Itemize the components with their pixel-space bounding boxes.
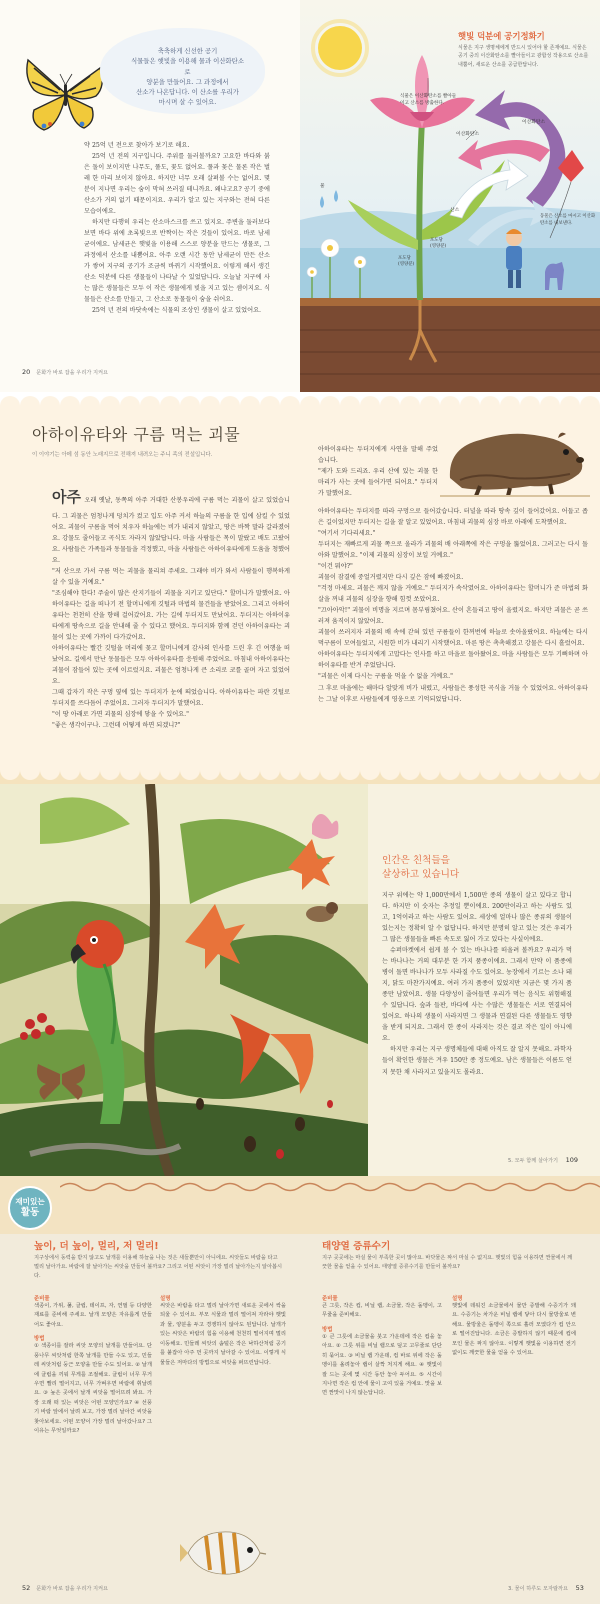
paragraph: "괴물은 이제 다시는 구름을 먹을 수 없을 거예요." xyxy=(318,673,453,681)
activity-right-col2 xyxy=(452,1294,576,1359)
speech-bubble-text: 축축하게 신선한 공기 식물들은 햇빛을 이용해 물과 이산화탄소로 양분을 만들어요. 그 과정에서 산소가 나온답니다. 이 산소를 우리가 마시며 살 수 있어요. xyxy=(130,47,245,107)
paragraph: "이건 뭐야?" xyxy=(318,563,353,571)
label-water: 물 xyxy=(320,184,325,189)
paragraph: 지구 위에는 약 1,000만에서 1,500만 종의 생물이 살고 있다고 합니다. 하지만 이 숫자는 추정일 뿐이에요. 200만이라고 하는 사람도 있고, 1억이라고 하는 사람도 있어요. 세상에 얼마나 많은 종류의 생물이 있는지는 정확히 알 수 없답니다. 하지만 분명히 알고 있는 것은 우리가 그 많은 생물들을 빠른 속도로 잃어 가고 있다는 사실이에요. xyxy=(382,892,572,944)
page-number: 109 xyxy=(565,1156,579,1164)
heading-line: 살상하고 있습니다 xyxy=(382,868,460,880)
paragraph: 아하이유타는 두더지에게 고맙다는 인사를 하고 마을로 돌아왔어요. 마을 사람들은 모두 기뻐하며 아하이유타를 반겨 주었답니다. xyxy=(318,651,588,670)
materials-text: 색종이, 가위, 풀, 클립, 테이프, 자, 연필 등 다양한 재료를 준비해 주세요. 날개 모양은 자유롭게 만들어도 좋아요. xyxy=(34,1303,152,1328)
explanation-text: 씨앗은 바람을 타고 멀리 날아가면 새로운 곳에서 싹을 틔울 수 있어요. 부모 식물과 멀리 떨어져 자라야 햇빛과 물, 양분을 두고 경쟁하지 않아도 된답니다. 날개가 있는 씨앗은 바람의 힘을 이용해 천천히 떨어지며 멀리 이동해요. 민들레 씨앗의 솜털은 작은 낙하산처럼 공기를 붙잡아 아주 먼 곳까지 날아갈 수 있어요. 이렇게 식물들은 저마다의 방법으로 씨앗을 퍼뜨린답니다. xyxy=(160,1303,286,1366)
paragraph: 오래 옛날, 동쪽의 아주 거대한 산봉우리에 구름 먹는 괴물이 살고 있었습니다. 그 괴물은 엄청나게 덩치가 컸고 입도 아주 커서 하늘의 구름을 한 입에 삼킬 수 있었어요. 괴물이 구름을 먹어 치우자 하늘에는 비가 내리지 않았고, 땅은 바짝 말라 갈라졌어요. 강물도 줄어들고 곡식도 자라지 않았답니다. 마을 사람들은 목이 말랐고 배도 고팠어요. 사람들은 가족들과 동물들을 걱정했고, 마을 사람들은 아하이유타에게 도움을 청했어요. xyxy=(52,497,290,564)
drop-cap: 아주 xyxy=(52,488,81,506)
label-co2-upper: 이산화탄소 xyxy=(522,120,546,125)
running-footer: 3. 물이 하루도 모자랄까요 xyxy=(508,1586,569,1592)
paragraph: 하지만 우리는 지구 생명체들에 대해 아직도 잘 알지 못해요. 과학자들이 확인한 생물은 겨우 150만 종 정도예요. 남은 생물들은 이름도 얻지 못한 채 사라지고 있을지도 몰라요. xyxy=(382,1046,572,1076)
label-animals: 동물은 산소를 마시고 이산화탄소를 내보낸다. xyxy=(540,214,596,226)
page-left-20 xyxy=(0,0,300,392)
running-footer: 5. 모두 함께 살아가기 xyxy=(508,1158,558,1164)
method-text: ① 큰 그릇에 소금물을 붓고 가운데에 작은 컵을 놓아요. ② 그릇 위를 비닐 랩으로 덮고 고무줄로 단단히 묶어요. ③ 비닐 랩 가운데, 컵 바로 위에 작은 돌멩이를 올려놓아 랩이 살짝 처지게 해요. ④ 햇빛이 잘 드는 곳에 몇 시간 동안 놓아 두어요. ⑤ 시간이 지나면 작은 컵 안에 물이 고여 있을 거예요. 맛을 보면 짠맛이 나지 않는답니다. xyxy=(322,1333,442,1397)
activity-title-left: 높이, 더 높이, 멀리, 저 멀리! xyxy=(34,1241,159,1252)
story-subtitle: 이 이야기는 아메 섬 동안 노래지므로 전해져 내려오는 주니 족의 전설입니다. xyxy=(32,452,213,458)
activity-intro-right: 지구 곳곳에는 마실 물이 부족한 곳이 많아요. 바닷물은 짜서 마실 수 없지요. 햇빛의 힘을 이용하면 짠물에서 깨끗한 물을 얻을 수 있어요. 태양열 증류수기를 만들어 볼까요? xyxy=(322,1255,573,1270)
paragraph: 아하이유타는 두더지를 따라 구멍으로 들어갔습니다. 터널을 따라 땅속 깊이 들어갔어요. 어둡고 좁은 길이었지만 두더지는 길을 잘 알고 있었어요. 마침내 괴물의 심장 바로 아래에 도착했어요. xyxy=(318,508,588,527)
paragraph: 25억 년 전의 바닷속에는 식물의 조상인 생물이 살고 있었어요. xyxy=(92,307,262,315)
page-folio xyxy=(22,368,108,376)
swallowtail-butterfly-illustration xyxy=(20,48,110,138)
label-glucose: 포도당 (영양분) xyxy=(430,238,447,250)
biodiversity-body xyxy=(382,890,572,1078)
paragraph: "여기서 기다리세요." xyxy=(318,530,376,538)
running-footer: 문화가 바로 잡을 우리가 지켜요 xyxy=(36,1586,109,1592)
activity-left-col1 xyxy=(34,1294,152,1436)
label-oxygen: 산소 xyxy=(450,208,460,213)
paragraph: 하지만 다행히 우리는 산소마스크를 쓰고 있지요. 주변을 둘러보다 보면 바다 위에 초록빛으로 반짝이는 작은 것들이 있어요. 바로 남세균이에요. 남세균은 햇빛을 이용해 스스로 양분을 만드는 생물로, 그 과정에서 산소를 내뿜어요. 아주 오랜 시간 동안 남세균이 만든 산소가 쌓여 지구의 공기가 조금씩 바뀌기 시작했어요. 이렇게 해서 생긴 산소 덕분에 다른 생물들이 나타날 수 있었답니다. 오늘날 지구에 사는 많은 생물들은 모두 이 작은 생물에게 빚을 지고 있는 셈이지요. 식물들은 산소를 만들고, 그 산소로 동물들이 숨을 쉬어요. xyxy=(84,219,270,304)
paragraph: "걱정 마세요. 괴물은 깨지 않을 거예요." 두더지가 속삭였어요. 아하이유타는 할머니가 준 마법의 화살을 꺼내 괴물의 심장을 향해 힘껏 쏘았어요. xyxy=(318,585,588,604)
label-materials: 준비물 xyxy=(34,1296,50,1302)
jungle-illustration xyxy=(0,784,368,1176)
paragraph: "좋은 생각이구나. 그런데 어떻게 하면 되겠니?" xyxy=(52,722,181,730)
paragraph: 그 후로 마을에는 해마다 알맞게 비가 내렸고, 사람들은 풍성한 곡식을 거둘 수 있었어요. 아하이유타는 그날 이후로 사람들에게 영웅으로 기억되었답니다. xyxy=(318,684,588,703)
activity-intro-left: 지구상에서 동력을 받지 않고도 날개를 이용해 하늘을 나는 것은 새들뿐만이 아니에요. 씨앗들도 바람을 타고 멀리 날아가요. 바람에 잘 날아가는 씨앗을 만들어 볼까요? 그리고 어떤 씨앗이 가장 멀리 날아가는지 알아봅시다. xyxy=(34,1255,282,1279)
page-number: 52 xyxy=(22,1584,31,1592)
running-footer: 문화가 바로 잡을 우리가 지켜요 xyxy=(36,370,109,376)
label-explanation: 설명 xyxy=(160,1296,171,1302)
page-folio-right xyxy=(508,1584,584,1592)
scallop-border-bottom xyxy=(0,770,600,784)
heading-line: 인간은 친척들을 xyxy=(382,855,450,866)
materials-text: 큰 그릇, 작은 컵, 비닐 랩, 소금물, 작은 돌멩이, 고무줄을 준비해요. xyxy=(322,1303,442,1319)
page-folio xyxy=(508,1156,578,1164)
spread-folktale xyxy=(0,392,600,784)
paragraph: "제가 도와 드리죠. 우리 산에 있는 괴물 한 마리가 사는 곳에 들어가면 되어요." 두더지가 말했어요. xyxy=(318,468,438,498)
activity-title-right: 태양열 증류수기 xyxy=(322,1241,391,1252)
paragraph: "끄아아악!" 괴물이 비명을 지르며 몸부림쳤어요. 산이 흔들리고 땅이 울렸지요. 하지만 괴물은 곧 쓰러져 움직이지 않았어요. xyxy=(318,607,588,626)
paragraph: "이 땅 아래로 가면 괴물의 심장에 닿을 수 있어요." xyxy=(52,711,189,719)
butterflyfish-illustration xyxy=(180,1524,268,1582)
label-materials: 준비물 xyxy=(322,1296,338,1302)
paragraph: 두더지는 재빠르게 괴물 쪽으로 올라가 괴물의 배 아래쪽에 작은 구멍을 뚫었어요. 그러고는 다시 돌아와 말했어요. "이제 괴물의 심장이 보일 거예요." xyxy=(318,541,588,560)
paragraph: 슈퍼마켓에서 쉽게 볼 수 있는 바나나를 떠올려 볼까요? 우리가 먹는 바나나는 거의 대부분 한 가지 품종이에요. 그래서 만약 이 품종에 병이 돌면 바나나가 모두 사라질 수도 있어요. 농장에서 기르는 소나 돼지, 닭도 마찬가지예요. 여러 가지 품종이 있었지만 지금은 몇 가지 품종만 남았어요. 생물 다양성이 줄어들면 우리가 먹는 음식도 위험해질 수 있답니다. 숲과 들판, 바다에 사는 수많은 생물들은 서로 연결되어 있어요. 하나의 생물이 사라지면 그 생물과 연결된 다른 생물들도 영향을 받게 되지요. 그래서 한 종이 사라지는 것은 결코 작은 일이 아니에요. xyxy=(382,947,572,1043)
method-text: ① 색종이를 잘라 씨앗 모양의 날개를 만들어요. 단풍나무 씨앗처럼 한쪽 날개를 만들 수도 있고, 민들레 씨앗처럼 둥근 모양을 만들 수도 있어요. ② 날개에 클립을 끼워 무게를 조절해요. 클립이 너무 무거우면 빨리 떨어지고, 너무 가벼우면 바람에 휘날려요. ③ 높은 곳에서 날개 씨앗을 떨어뜨려 봐요. 가장 오래 떠 있는 씨앗은 어떤 모양인가요? ④ 선풍기 바람 앞에서 날려 보고, 가장 멀리 날아간 씨앗을 찾아보세요. 어떤 모양이 가장 멀리 날아갔나요? 그 이유는 무엇일까요? xyxy=(34,1343,152,1435)
story-left-column xyxy=(52,484,290,731)
label-plant: 식물은 이산화탄소를 빨아들이고 산소를 방출한다. xyxy=(400,94,457,106)
photosynthesis-diagram xyxy=(300,0,600,392)
paragraph: 괴물이 쓰러지자 괴물의 배 속에 갇혀 있던 구름들이 한꺼번에 하늘로 솟아올랐어요. 하늘에는 다시 먹구름이 모여들었고, 시원한 비가 내리기 시작했어요. 마른 땅은 촉촉해졌고 강물은 다시 흘렀어요. xyxy=(318,629,588,648)
diagram-title: 햇빛 덕분에 공기정화기 xyxy=(458,31,545,41)
spread-activities xyxy=(0,1176,600,1604)
decorative-border xyxy=(60,1180,600,1194)
label-glucose: 포도당 (영양분) xyxy=(398,256,415,268)
story-right-column-top xyxy=(318,444,438,499)
diagram-intro: 식물은 지구 생명체에게 반드시 있어야 할 존재예요. 식물은 공기 중의 이산화탄소를 빨아들이고 광합성 작용으로 산소를 내뿜어, 새로운 산소를 공급한답니다. xyxy=(458,45,589,68)
scallop-border-top xyxy=(0,392,600,406)
badge-line: 활동 xyxy=(20,1206,40,1218)
label-co2-mid: 이산화탄소 xyxy=(456,132,480,137)
paragraph: 그때 갑자기 작은 구멍 옆에 있는 두더지가 눈에 띄었습니다. 아하이유타는 파란 깃털로 두더지를 쓰다듬어 주었어요. 그러자 두더지가 말했어요. xyxy=(52,689,290,708)
spread-biodiversity xyxy=(0,784,600,1176)
left-body-text xyxy=(84,140,270,317)
story-title: 아하이유타와 구름 먹는 괴물 xyxy=(32,425,241,444)
explanation-text: 햇빛에 데워진 소금물에서 물만 증발해 수증기가 돼요. 수증기는 차가운 비닐 랩에 닿아 다시 물방울로 변해요. 물방울은 돌멩이 쪽으로 흘러 모였다가 컵 안으로 떨어진답니다. 소금은 증발하지 않기 때문에 컵에 모인 물은 짜지 않아요. 이렇게 햇빛을 이용하면 전기 없이도 깨끗한 물을 얻을 수 있어요. xyxy=(452,1303,576,1357)
paragraph: "조심해야 한다! 주술이 많은 산지기들이 괴물을 지키고 있단다." 할머니가 말했어요. 아하이유타는 길을 떠나기 전 할머니에게 깃털과 마법의 물건들을 받았어요. 그리고 아하이유타는 천천히 산을 향해 걸어갔어요. 가는 길에 두더지도 만났어요. 두더지는 아하이유타에게 땅속으로 길을 안내해 줄 수 있다고 했어요. 두더지와 함께 걷던 아하이유타는 괴물이 있는 곳에 가까이 다가갔어요. xyxy=(52,589,290,642)
paragraph: "저 산으로 가서 구름 먹는 괴물을 물리쳐 주세요. 그래야 비가 와서 사람들이 행복하게 살 수 있을 거예요." xyxy=(52,567,290,586)
label-explanation: 설명 xyxy=(452,1296,463,1302)
label-method: 방법 xyxy=(322,1326,333,1333)
activity-left-col2 xyxy=(160,1294,286,1368)
section-heading xyxy=(382,854,459,882)
label-method: 방법 xyxy=(34,1336,45,1343)
spread-photosynthesis xyxy=(0,0,600,392)
page-folio-left xyxy=(22,1584,108,1592)
speech-bubble xyxy=(100,28,265,114)
badge-line: 재미있는 xyxy=(15,1197,45,1206)
page-number: 20 xyxy=(22,368,31,376)
marmot-illustration xyxy=(440,418,590,498)
paragraph: 아하이유타는 두더지에게 사연을 말해 주었습니다. xyxy=(318,446,438,465)
paragraph: 25억 년 전의 지구입니다. 주위를 둘러볼까요? 고요한 바다와 붉은 돌이 보이지만 나무도, 풀도, 꽃도 없어요. 풀과 꽃은 물론 작은 벌레 한 마리 보이지 않아요. 하지만 너무 오래 살펴볼 수는 없어요. 몇 분이 지나면 우리는 숨이 막혀 쓰러질 테니까요. 왜냐고요? 공기 중에 산소가 거의 없기 때문이지요. 우리가 알고 있는 지구와는 전혀 다른 모습이에요. xyxy=(84,153,270,216)
paragraph: 아하이유타는 빨간 깃털을 머리에 꽂고 할머니에게 감사의 인사를 드린 후 긴 여행을 떠났어요. 길에서 만난 동물들은 모두 아하이유타를 응원해 주었어요. 마침내 아하이유타는 괴물이 잠들어 있는 곳에 이르렀지요. 괴물은 엄청나게 큰 소리로 코를 골며 자고 있었어요. xyxy=(52,645,290,686)
paragraph: 약 25억 년 전으로 찾아가 보기로 해요. xyxy=(84,142,190,149)
story-right-column xyxy=(318,506,588,705)
activity-right-col1 xyxy=(322,1294,442,1399)
activity-badge xyxy=(8,1186,52,1230)
paragraph: 괴물이 잠결에 중얼거렸지만 다시 깊은 잠에 빠졌어요. xyxy=(318,574,464,582)
page-number: 53 xyxy=(575,1584,584,1592)
